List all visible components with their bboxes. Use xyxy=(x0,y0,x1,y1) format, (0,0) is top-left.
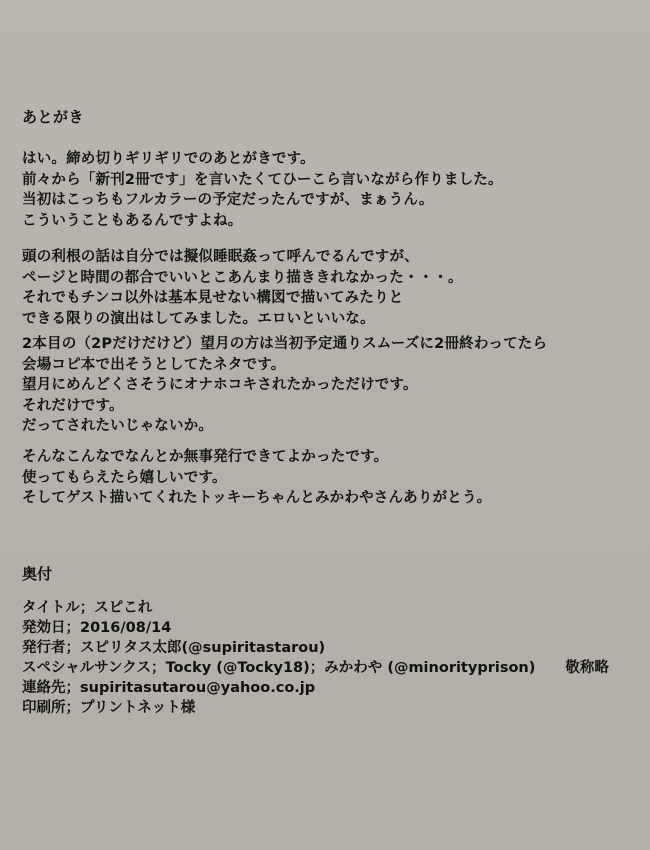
colophon-label: 印刷所； xyxy=(22,700,80,716)
colophon-row-contact xyxy=(22,678,637,698)
colophon-label: 連絡先； xyxy=(22,680,80,696)
colophon-list xyxy=(22,598,637,718)
text-line: 前々から「新刊2冊です」を言いたくてひーこら言いながら作りました。 xyxy=(22,171,503,188)
text-line: 望月にめんどくさそうにオナホコキされたかっただけです。 xyxy=(22,377,418,393)
text-line: それだけです。 xyxy=(22,397,124,414)
afterword-paragraph-2 xyxy=(22,247,632,329)
colophon-value: Tocky (@Tocky18)；みかわや (@minorityprison) xyxy=(165,660,536,676)
colophon-row-publisher xyxy=(22,638,637,658)
colophon-value: プリントネット様 xyxy=(80,700,196,716)
colophon-label: 発行者； xyxy=(22,640,80,656)
text-line: 使ってもらえたら嬉しいです。 xyxy=(22,469,227,486)
text-line: こういうこともあるんですよね。 xyxy=(22,212,243,229)
colophon-value: スピリタス太郎(@supiritastarou) xyxy=(80,640,326,656)
colophon-row-date xyxy=(22,618,637,638)
text-line: ページと時間の都合でいいとこあんまり描ききれなかった・・・。 xyxy=(22,269,463,286)
text-line: 当初はこっちもフルカラーの予定だったんですが、まぁうん。 xyxy=(22,192,434,208)
colophon-label: スペシャルサンクス； xyxy=(22,660,166,676)
afterword-paragraph-4 xyxy=(22,447,632,509)
text-line: だってされたいじゃないか。 xyxy=(22,418,214,434)
colophon-heading: 奥付 xyxy=(22,565,53,583)
colophon-value: 2016/08/14 xyxy=(80,620,172,636)
text-line: 2本目の（2Pだけだけど）望月の方は当初予定通りスムーズに2冊終わってたら xyxy=(22,336,548,352)
colophon-row-printer xyxy=(22,698,637,718)
text-line: 頭の利根の話は自分では擬似睡眠姦って呼んでるんですが、 xyxy=(22,249,419,265)
colophon-label: 発効日； xyxy=(22,620,80,636)
afterword-heading: あとがき xyxy=(22,108,85,126)
colophon-row-title xyxy=(22,598,637,618)
text-line: はい。締め切りギリギリでのあとがきです。 xyxy=(22,151,315,167)
afterword-paragraph-1 xyxy=(22,149,632,231)
honorifics-omitted-note: 敬称略 xyxy=(565,660,609,676)
colophon-label: タイトル； xyxy=(22,600,95,616)
colophon-row-special-thanks xyxy=(22,658,637,678)
afterword-paragraph-3 xyxy=(22,334,632,437)
text-line: できる限りの演出はしてみました。エロいといいな。 xyxy=(22,310,375,327)
text-line: そしてゲスト描いてくれたトッキーちゃんとみかわやさんありがとう。 xyxy=(22,490,492,506)
text-line: 会場コピ本で出そうとしてたネタです。 xyxy=(22,356,286,373)
text-line: それでもチンコ以外は基本見せない構図で描いてみたりと xyxy=(22,290,404,306)
colophon-value: supiritasutarou@yahoo.co.jp xyxy=(80,680,316,696)
text-line: そんなこんなでなんとか無事発行できてよかったです。 xyxy=(22,449,389,465)
colophon-value: スピこれ xyxy=(94,600,153,616)
